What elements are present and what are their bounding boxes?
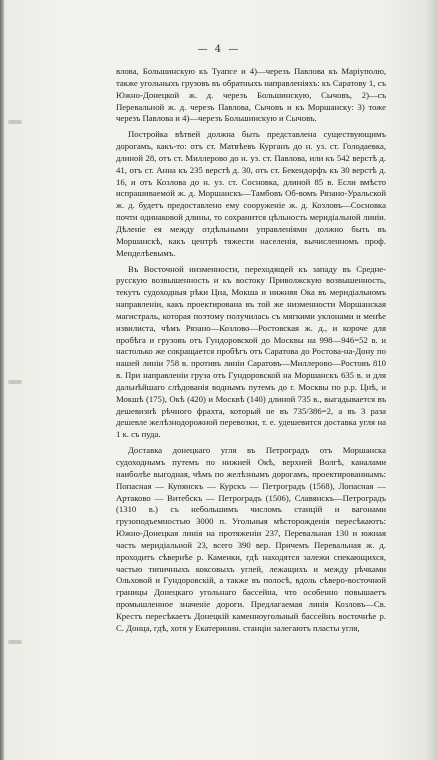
body-text [116, 66, 386, 635]
page-number: — 4 — [197, 44, 241, 55]
binding-stitch [8, 640, 22, 644]
paragraph: Постройка вѣтвей должна быть представлена существующимъ дорогамъ, какъ-то: отъ ст. Матвѣевъ Курганъ до н. уз. ст. Голодаевка, длиной 28, отъ ст. Миллерово до н. уз. ст. Павлова, или къ 542 верстѣ д. 41, отъ ст. Анна къ 235 верстѣ д. 30, отъ ст. Бекендорфъ къ 30 верстѣ д. 16, и отъ Козлова до н. уз. ст. Сосновка, длиной 85 в. Если вмѣсто испрашиваемой ж. д. Моршанскъ—Тамбовъ Об-вомъ Рязано-Уральской ж. д. будетъ предоставлено ему сооруженіе ж. д. Козловъ—Сосновка почти одинаковой длины, то сохранится цѣльность меридіальной линіи. Дѣленіе ея между отдѣльными управленіями должно быть въ Моршанскѣ, какъ центрѣ тяжести населенія, вычисленномъ проф. Менделѣевымъ. [116, 129, 386, 258]
paragraph: Доставка донецкаго угля въ Петроградъ отъ Моршанска судоходнымъ путемъ по нижней Окѣ, верхней Волгѣ, каналами наиболѣе выгодная, чѣмъ по желѣзнымъ дорогамъ, проектированнымъ: Попасная — Купянскъ — Курскъ — Петроградъ (1568), Лопасная — Артаково — Витебскъ — Петроградъ (1506), Славянскъ—Петроградъ (1310 в.) съ небольшимъ числомъ станцій и вагонами грузоподъемностью 3000 п. Угольныя мѣсторожденія пересѣкаютъ: Южно-Донецкая линія на протяженіи 237, Перевальная 130 и южная часть меридіальной 23, всего 390 вер. Причемъ Перевальная ж. д. проходитъ сѣвернѣе р. Каменки, гдѣ находятся залежи спекающихся, частью типичныхъ коксовыхъ углей, лежащихъ и между рѣчками Ольховой и Гундоровскій, а также въ полосѣ, вдоль сѣверо-восточной границы Донецкаго угольнаго бассейна, что особенно повышаетъ промышленное значеніе дороги. Предлагаемая линія Козловъ—Св. Крестъ пересѣкаетъ Донецкій каменноугольный бассейнъ восточнѣе р. С. Донца, гдѣ, хотя у Екатеринин. станціи залегаютъ пласты угля, [116, 445, 386, 633]
paragraph: Въ Восточной низменности, переходящей къ западу въ Средне-русскую возвышенность и къ востоку Приволжскую возвышенность, текутъ судоходныя рѣки Цна, Мокша и нижняя Ока въ меридіальномъ направленіи, какъ проектирована въ той же низменности Моршанская магистраль, которая поэтому получилась съ мягкими уклонами и менѣе извилиста, чѣмъ Рязано—Козлово—Ростовская ж. д., и короче для пробѣга и грузовъ отъ Гундоровской до Москвы на 998—946=52 в. и настолько же сокращается пробѣгъ отъ Саратова до Ростова-на-Дону по нашей линіи 758 в. противъ линіи Саратовъ—Миллерово—Ростовъ 810 в. При направленіи груза отъ Гундоровской на Моршанскъ 635 в. и для дальнѣйшаго слѣдованія воднымъ путемъ до г. Москвы по р.р. Цнѣ, и Мокшѣ (175), Окѣ (420) и Москвѣ (140) длиной 735 в., выгадывается въ дешевизнѣ рѣчного фрахта, который не въ 735/386=2, а въ 3 раза дешевле желѣзнодорожной перевозки, т. е. удешевится доставка угля на 1 к. съ пуда. [116, 263, 386, 440]
paragraph: влова, Большинскую къ Туапсе и 4)—черезъ Павлова къ Маріуполю, также угольныхъ грузовъ въ обратныхъ направленіяхъ: къ Саратову 1, съ Южно-Донецкой ж. д. черезъ Большинскую, Сычовъ, 2)—съ Перевальной ж. д. черезъ Павлова, Сычовъ и къ Моршанску: 3) тоже черезъ Павлова и 4)—черезъ Большинскую и Сычовъ. [116, 66, 386, 124]
binding-stitch [8, 120, 22, 124]
binding-stitch [8, 380, 22, 384]
binding-shadow [0, 0, 4, 760]
